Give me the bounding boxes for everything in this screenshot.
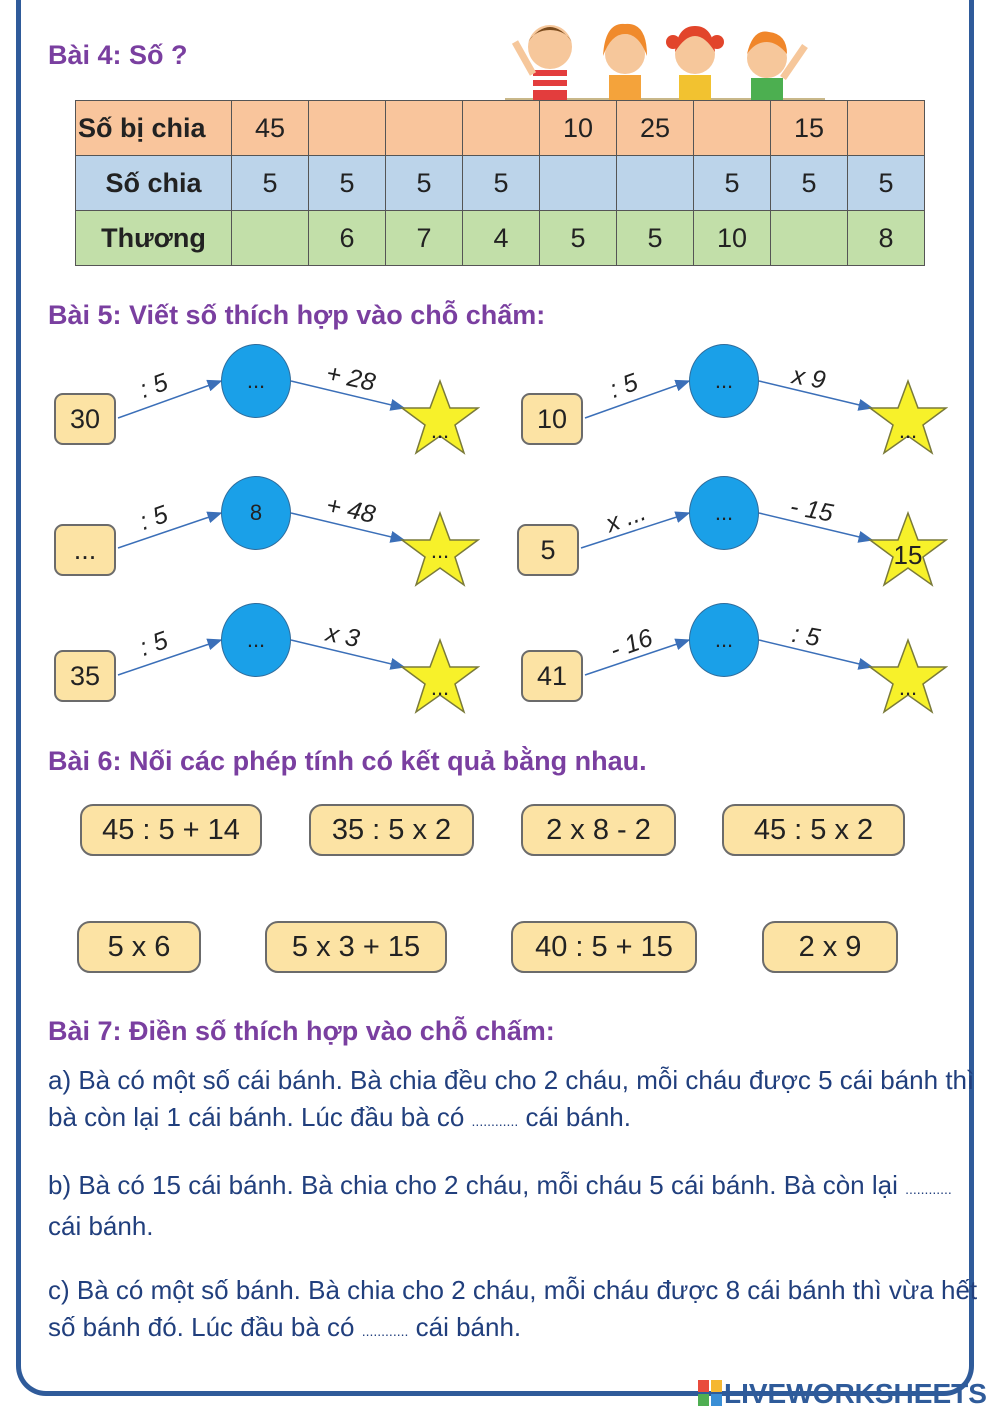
match-top-1[interactable]: 45 : 5 + 14: [80, 804, 262, 856]
table-cell: 5: [309, 156, 386, 211]
problem-c-blank[interactable]: ............: [361, 1323, 409, 1339]
logo-icon: [698, 1380, 722, 1406]
table-cell: 5: [771, 156, 848, 211]
row-label: Số bị chia: [76, 101, 232, 156]
table-cell: 45: [232, 101, 309, 156]
match-top-3[interactable]: 2 x 8 - 2: [521, 804, 676, 856]
chain2-op1: : 5: [605, 368, 642, 404]
chain5-start-box: 35: [54, 650, 116, 702]
bai5-title: Bài 5: Viết số thích hợp vào chỗ chấm:: [48, 300, 546, 330]
chain4-start-box: 5: [517, 524, 579, 576]
match-bottom-4[interactable]: 2 x 9: [762, 921, 898, 973]
chain2-mid-circle[interactable]: ...: [689, 344, 759, 418]
problem-a-text: a) Bà có một số cái bánh. Bà chia đều cho 2 cháu, mỗi cháu được 5 cái bánh thì bà còn lại 1 cái bánh. Lúc đầu bà có: [48, 1065, 975, 1132]
chain4-end-star: [868, 510, 948, 588]
table-cell: 4: [463, 211, 540, 266]
chain2-end-star[interactable]: [868, 378, 948, 456]
chain1-end-value: ...: [430, 418, 450, 443]
bai7-title: Bài 7: Điền số thích hợp vào chỗ chấm:: [48, 1016, 555, 1046]
chain6-start-box: 41: [521, 650, 583, 702]
chain1-op2: + 28: [323, 359, 378, 397]
table-cell: 5: [463, 156, 540, 211]
chain3-mid-circle: 8: [221, 476, 291, 550]
table-cell: 8: [848, 211, 925, 266]
star-icon: [400, 378, 480, 456]
chain3-start-box[interactable]: ...: [54, 524, 116, 576]
chain2-start-box: 10: [521, 393, 583, 445]
chain1-end-star[interactable]: [400, 378, 480, 456]
chain3-op2: + 48: [323, 491, 378, 529]
bai4-title: Bài 4: Số ?: [48, 40, 188, 70]
match-top-2[interactable]: 35 : 5 x 2: [309, 804, 474, 856]
chain5-end-value: ...: [430, 675, 450, 700]
chain5-mid-circle[interactable]: ...: [221, 603, 291, 677]
table-cell: 10: [540, 101, 617, 156]
table-cell: 15: [771, 101, 848, 156]
chain6-end-star[interactable]: [868, 637, 948, 715]
bai7-problem-a: [48, 1062, 978, 1140]
match-bottom-2[interactable]: 5 x 3 + 15: [265, 921, 447, 973]
bai6-title: Bài 6: Nối các phép tính có kết quả bằng nhau.: [48, 746, 647, 776]
table-cell: 6: [309, 211, 386, 266]
match-bottom-1[interactable]: 5 x 6: [77, 921, 201, 973]
chain6-end-value: ...: [898, 675, 918, 700]
table-cell: 10: [694, 211, 771, 266]
match-top-4[interactable]: 45 : 5 x 2: [722, 804, 905, 856]
chain1-op1: : 5: [135, 368, 172, 404]
match-bottom-3[interactable]: 40 : 5 + 15: [511, 921, 697, 973]
chain4-op1[interactable]: x ...: [602, 497, 650, 539]
chain1-start-box: 30: [54, 393, 116, 445]
problem-b-tail: cái bánh.: [48, 1211, 154, 1241]
chain4-end-value: 15: [893, 540, 923, 570]
table-cell: 5: [617, 211, 694, 266]
problem-b-blank[interactable]: ............: [905, 1181, 952, 1197]
table-cell: 5: [848, 156, 925, 211]
row-label: Thương: [76, 211, 232, 266]
chain3-end-star[interactable]: [400, 510, 480, 588]
chain5-op1: : 5: [135, 626, 172, 662]
table-cell: 5: [694, 156, 771, 211]
chain4-op2: - 15: [787, 492, 836, 528]
table-cell: 5: [232, 156, 309, 211]
table-cell: 5: [540, 211, 617, 266]
chain4-mid-circle[interactable]: ...: [689, 476, 759, 550]
bai7-problem-c: [48, 1272, 978, 1350]
logo-text: LIVEWORKSHEETS: [724, 1378, 987, 1409]
problem-a-tail: cái bánh.: [525, 1102, 631, 1132]
bai7-problem-b: [48, 1167, 978, 1245]
chain3-end-value: ...: [430, 538, 450, 563]
liveworksheets-logo: [698, 1378, 987, 1410]
star-icon: [868, 378, 948, 456]
table-cell: 5: [386, 156, 463, 211]
problem-b-text: b) Bà có 15 cái bánh. Bà chia cho 2 cháu, mỗi cháu 5 cái bánh. Bà còn lại: [48, 1170, 898, 1200]
table-cell: 25: [617, 101, 694, 156]
problem-c-text: c) Bà có một số bánh. Bà chia cho 2 cháu, mỗi cháu được 8 cái bánh thì vừa hết số bánh đó. Lúc đầu bà có: [48, 1275, 978, 1342]
chain1-mid-circle[interactable]: ...: [221, 344, 291, 418]
chain6-mid-circle[interactable]: ...: [689, 603, 759, 677]
table-cell: 7: [386, 211, 463, 266]
chain5-end-star[interactable]: [400, 637, 480, 715]
row-label: Số chia: [76, 156, 232, 211]
problem-a-blank[interactable]: ............: [471, 1113, 519, 1129]
chain5-op2: x 3: [323, 618, 363, 654]
problem-c-tail: cái bánh.: [415, 1312, 522, 1342]
chain3-op1: : 5: [135, 500, 172, 536]
chain2-end-value: ...: [898, 418, 918, 443]
chain2-op2: x 9: [789, 361, 828, 395]
chain6-op1: - 16: [606, 623, 657, 665]
chain6-op2: : 5: [789, 619, 823, 653]
